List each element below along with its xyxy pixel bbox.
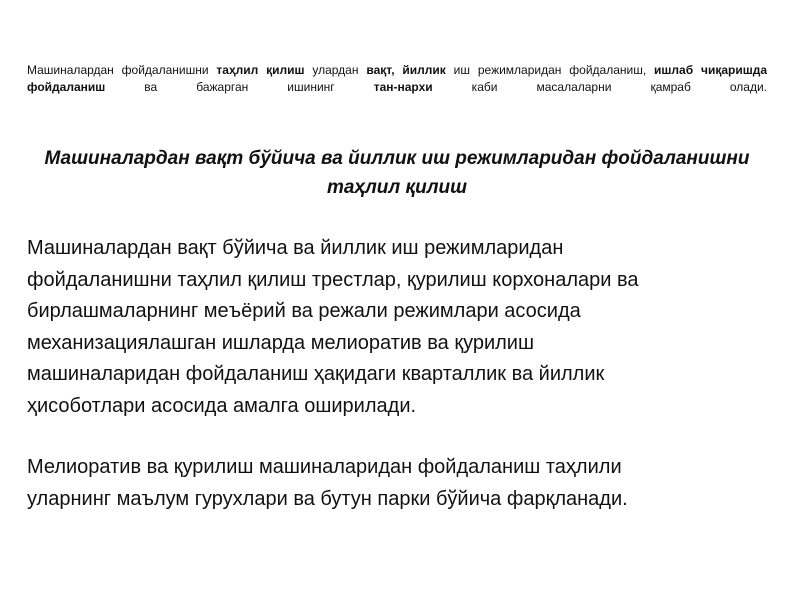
intro-bold-3: ишлаб чиқаришда фойдаланиш (27, 63, 768, 94)
intro-text-3: иш режимларидан фойдаланиш, (445, 63, 655, 77)
intro-text-4: ва бажарган ишининг (105, 80, 374, 94)
section-heading-line-1: Машиналардан вақт бўйича ва йиллик иш режимларидан фойдаланишни (44, 148, 750, 169)
intro-bold-2: вақт, йиллик (366, 63, 446, 77)
paragraph-1-line: машиналаридан фойдаланиш ҳақидаги кварталлик ва йиллик (27, 363, 605, 386)
intro-text-1: Машиналардан фойдаланишни (27, 63, 217, 77)
intro-text-2: улардан (304, 63, 367, 77)
paragraph-1-line: бирлашмаларнинг меъёрий ва режали режимлари асосида (27, 300, 581, 323)
paragraph-1-line: фойдаланишни таҳлил қилиш трестлар, қурилиш корхоналари ва (27, 268, 639, 291)
section-heading (27, 144, 767, 202)
paragraph-2-line: Мелиоратив ва қурилиш машиналаридан фойдаланиш таҳлили (27, 456, 622, 478)
paragraph-1-line: ҳисоботлари асосида амалга оширилади. (27, 394, 417, 417)
paragraph-1-line: механизациялашган ишларда мелиоратив ва қурилиш (27, 331, 535, 354)
body-paragraph-1 (27, 233, 767, 423)
paragraph-2-line: уларнинг маълум гурухлари ва бутун парки бўйича фарқланади. (27, 487, 628, 510)
intro-bold-4: тан-нархи (373, 80, 433, 94)
section-heading-line-2: таҳлил қилиш (326, 177, 468, 198)
intro-bold-1: таҳлил қилиш (216, 63, 305, 77)
paragraph-1-line: Машиналардан вақт бўйича ва йиллик иш режимларидан (27, 237, 564, 259)
intro-text-5: каби масалаларни қамраб олади. (432, 80, 767, 94)
body-paragraph-2 (27, 452, 767, 515)
intro-paragraph (27, 62, 767, 96)
